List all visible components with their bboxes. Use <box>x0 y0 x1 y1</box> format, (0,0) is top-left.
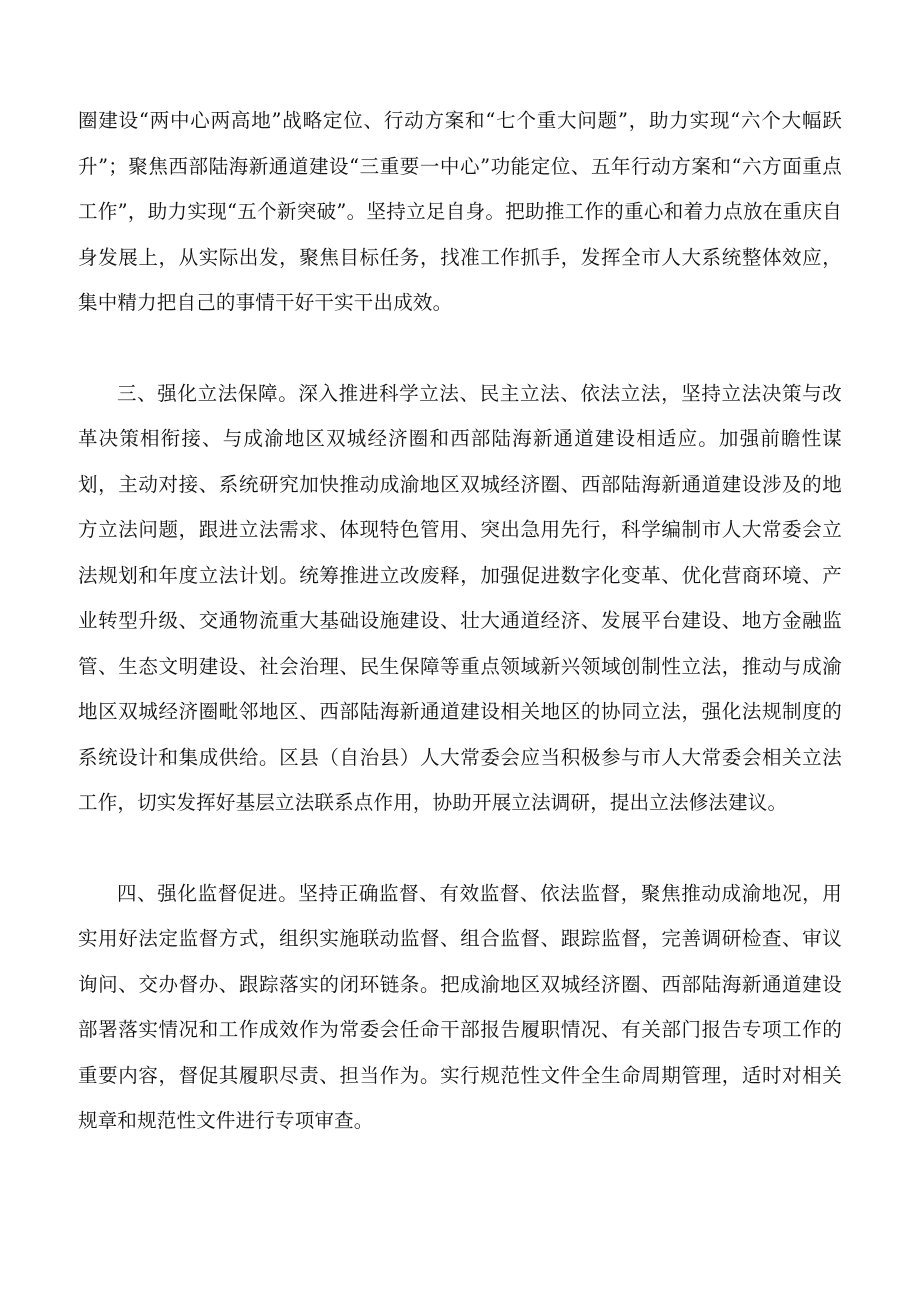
paragraph-supervision: 四、强化监督促进。坚持正确监督、有效监督、依法监督，聚焦推动成渝地况，用实用好法定监督方式，组织实施联动监督、组合监督、跟踪监督，完善调研检查、审议询问、交办督办、跟踪落实的闭环链条。把成渝地区双城经济圈、西部陆海新通道建设部署落实情况和工作成效作为常委会任命干部报告履职情况、有关部门报告专项工作的重要内容，督促其履职尽责、担当作为。实行规范性文件全生命周期管理，适时对相关规章和规范性文件进行专项审查。 <box>78 881 842 1132</box>
paragraph-continued: 圈建设“两中心两高地”战略定位、行动方案和“七个重大问题”，助力实现“六个大幅跃升”；聚焦西部陆海新通道建设“三重要一中心”功能定位、五年行动方案和“六方面重点工作”，助力实现“五个新突破”。坚持立足自身。把助推工作的重心和着力点放在重庆自身发展上，从实际出发，聚焦目标任务，找准工作抓手，发挥全市人大系统整体效应，集中精力把自己的事情干好干实干出成效。 <box>78 109 842 314</box>
paragraph-legislation: 三、强化立法保障。深入推进科学立法、民主立法、依法立法，坚持立法决策与改革决策相衔接、与成渝地区双城经济圈和西部陆海新通道建设相适应。加强前瞻性谋划，主动对接、系统研究加快推动成渝地区双城经济圈、西部陆海新通道建设涉及的地方立法问题，跟进立法需求、体现特色管用、突出急用先行，科学编制市人大常委会立法规划和年度立法计划。统筹推进立改废释，加强促进数字化变革、优化营商环境、产业转型升级、交通物流重大基础设施建设、壮大通道经济、发展平台建设、地方金融监管、生态文明建设、社会治理、民生保障等重点领域新兴领域创制性立法，推动与成渝地区双城经济圈毗邻地区、西部陆海新通道建设相关地区的协同立法，强化法规制度的系统设计和集成供给。区县（自治县）人大常委会应当积极参与市人大常委会相关立法工作，切实发挥好基层立法联系点作用，协助开展立法调研，提出立法修法建议。 <box>78 381 842 814</box>
paragraph-gap <box>78 826 842 871</box>
paragraph-gap <box>78 326 842 371</box>
